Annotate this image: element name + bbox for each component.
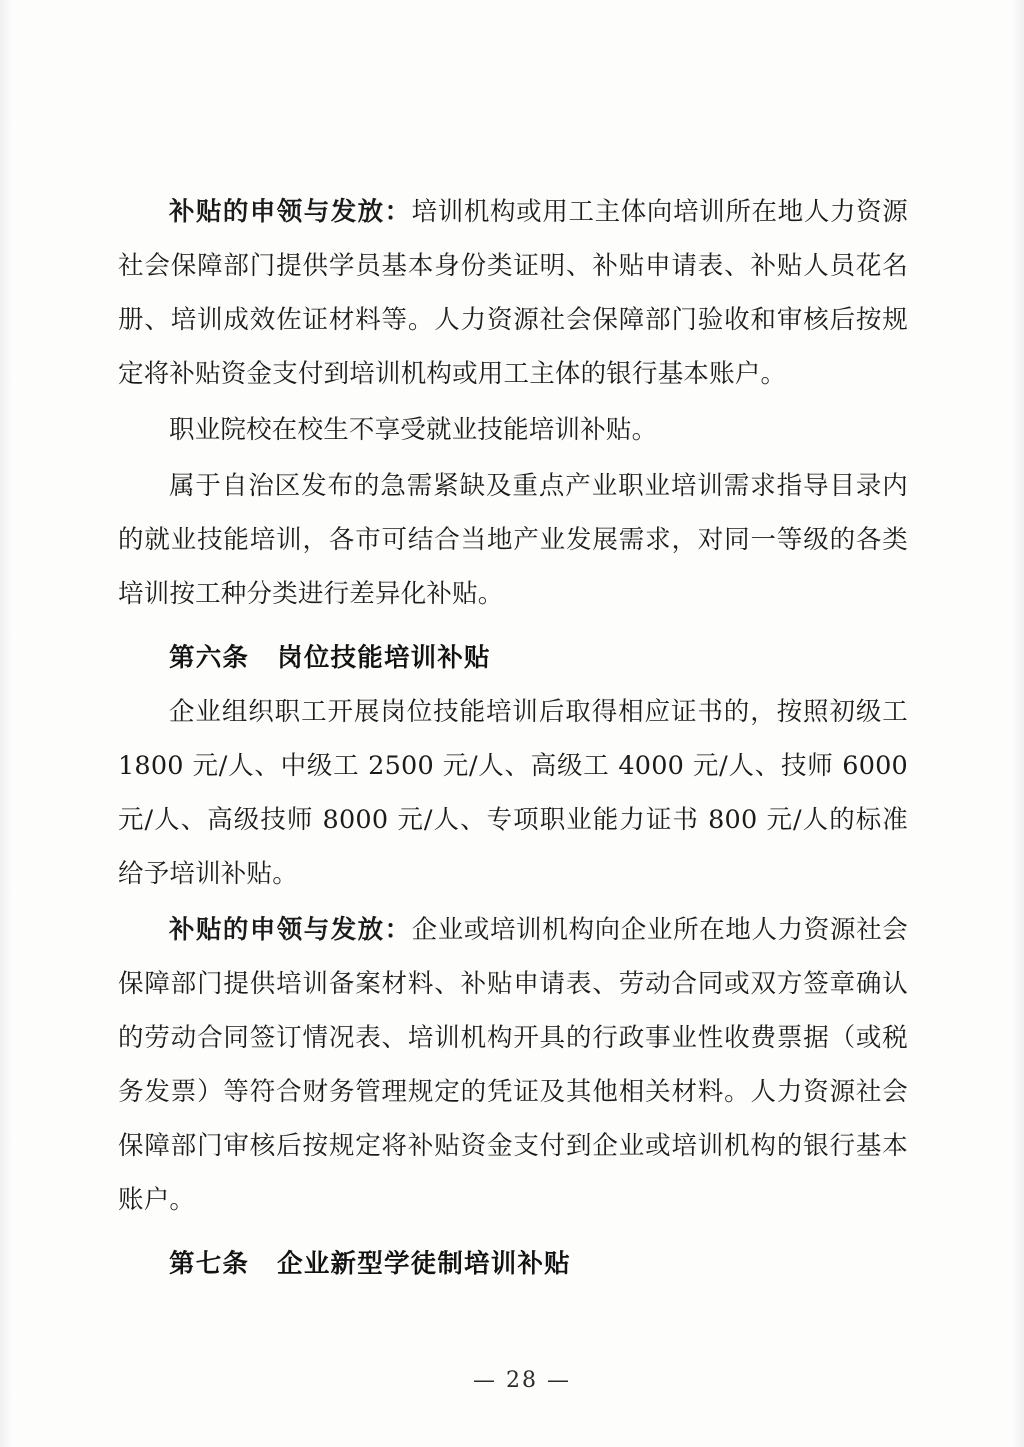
- heading-title: 岗位技能培训补贴: [277, 643, 491, 673]
- paragraph-post-skill-standard: [118, 685, 908, 901]
- heading-number: 第七条: [169, 1249, 250, 1279]
- paragraph-subsidy-application-1: [118, 185, 908, 401]
- paragraph-vocational-students: [118, 403, 908, 457]
- page-right-edge-shading: [1010, 0, 1024, 1447]
- heading-article-seven: [118, 1237, 908, 1291]
- paragraph-lead-label: 补贴的申领与发放：: [169, 915, 412, 945]
- paragraph-text: 职业院校在校生不享受就业技能培训补贴。: [169, 415, 658, 445]
- paragraph-urgent-catalog: [118, 459, 908, 621]
- page-left-edge-shading: [0, 0, 14, 1447]
- heading-article-six: [118, 631, 908, 685]
- heading-number: 第六条: [169, 643, 250, 673]
- paragraph-text: 属于自治区发布的急需紧缺及重点产业职业培训需求指导目录内的就业技能培训，各市可结合当地产业发展需求，对同一等级的各类培训按工种分类进行差异化补贴。: [118, 471, 908, 609]
- paragraph-lead-label: 补贴的申领与发放：: [169, 197, 412, 227]
- heading-title: 企业新型学徒制培训补贴: [277, 1249, 571, 1279]
- paragraph-text: 培训机构或用工主体向培训所在地人力资源社会保障部门提供学员基本身份类证明、补贴申请表、补贴人员花名册、培训成效佐证材料等。人力资源社会保障部门验收和审核后按规定将补贴资金支付到培训机构或用工主体的银行基本账户。: [118, 197, 908, 389]
- paragraph-text: 企业或培训机构向企业所在地人力资源社会保障部门提供培训备案材料、补贴申请表、劳动合同或双方签章确认的劳动合同签订情况表、培训机构开具的行政事业性收费票据（或税务发票）等符合财务管理规定的凭证及其他相关材料。人力资源社会保障部门审核后按规定将补贴资金支付到企业或培训机构的银行基本账户。: [118, 915, 908, 1215]
- page-number: — 28 —: [473, 1368, 571, 1393]
- paragraph-text: 企业组织职工开展岗位技能培训后取得相应证书的，按照初级工 1800 元/人、中级工 2500 元/人、高级工 4000 元/人、技师 6000 元/人、高级技师 8000 元/人、专项职业能力证书 800 元/人的标准给予培训补贴。: [118, 697, 908, 889]
- page-footer: [0, 1368, 1024, 1393]
- paragraph-subsidy-application-2: [118, 903, 908, 1227]
- page-body: [118, 185, 908, 1291]
